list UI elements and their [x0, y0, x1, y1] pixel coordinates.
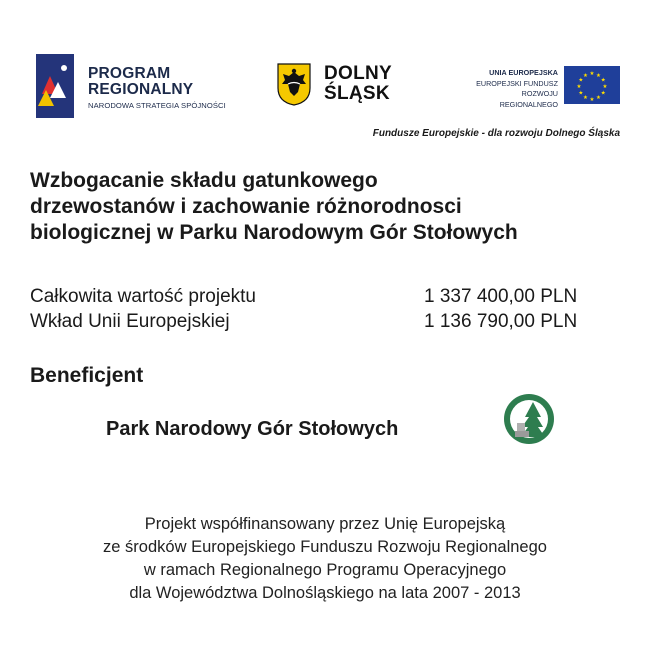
svg-text:★: ★	[578, 90, 584, 97]
project-title-line3: biologicznej w Parku Narodowym Gór Stołowych	[30, 221, 518, 244]
eu-line1: UNIA EUROPEJSKA	[489, 68, 558, 77]
dolny-slask-line1: DOLNY	[324, 63, 392, 84]
unia-europejska-logo	[468, 64, 628, 108]
svg-text:★: ★	[589, 97, 595, 103]
project-title	[30, 168, 630, 246]
footer-line2: ze środków Europejskiego Funduszu Rozwoju Regionalnego	[103, 538, 547, 556]
dolny-slask-line2: ŚLĄSK	[324, 83, 390, 104]
svg-text:★: ★	[583, 72, 588, 79]
dolny-slask-logo	[276, 62, 416, 112]
eu-contribution-amount: 1 136 790,00 PLN	[424, 311, 578, 332]
program-regionalny-line1: PROGRAM	[88, 65, 171, 82]
program-regionalny-logo	[36, 52, 246, 122]
program-regionalny-emblem-icon	[36, 54, 74, 118]
eu-contribution-row	[30, 311, 630, 333]
program-regionalny-subtitle: NARODOWA STRATEGIA SPÓJNOŚCI	[88, 101, 226, 110]
eu-contribution-label: Wkład Unii Europejskiej	[30, 311, 230, 332]
svg-text:★: ★	[596, 72, 601, 79]
beneficiary-name: Park Narodowy Gór Stołowych	[106, 418, 399, 440]
project-title-line2: drzewostanów i zachowanie różnorodnosci	[30, 195, 462, 218]
total-value-label: Całkowita wartość projektu	[30, 286, 256, 307]
svg-text:★: ★	[600, 77, 606, 84]
cofinancing-statement	[25, 513, 625, 605]
svg-text:★: ★	[602, 84, 608, 90]
project-title-line1: Wzbogacanie składu gatunkowego	[30, 169, 378, 192]
eu-flag-icon	[564, 66, 620, 104]
total-value-row	[30, 286, 630, 308]
svg-text:★: ★	[589, 71, 595, 77]
footer-line4: dla Województwa Dolnośląskiego na lata 2007 - 2013	[129, 584, 521, 602]
svg-text:★: ★	[576, 84, 582, 90]
total-value-amount: 1 337 400,00 PLN	[424, 286, 578, 307]
beneficiary-label: Beneficjent	[30, 364, 144, 387]
park-narodowy-emblem-icon	[503, 393, 555, 445]
eu-line3: ROZWOJU REGIONALNEGO	[499, 89, 558, 109]
eagle-crest-icon	[276, 62, 312, 106]
svg-text:★: ★	[600, 90, 606, 97]
svg-text:★: ★	[578, 77, 584, 84]
footer-line3: w ramach Regionalnego Programu Operacyjnego	[143, 561, 507, 579]
svg-text:★: ★	[596, 95, 601, 102]
fundusze-tagline: Fundusze Europejskie - dla rozwoju Dolnego Śląska	[372, 128, 620, 139]
footer-line1: Projekt współfinansowany przez Unię Europejską	[144, 515, 506, 533]
program-regionalny-line2: REGIONALNY	[88, 81, 194, 98]
svg-text:★: ★	[583, 95, 588, 102]
eu-line2: EUROPEJSKI FUNDUSZ	[476, 78, 558, 88]
